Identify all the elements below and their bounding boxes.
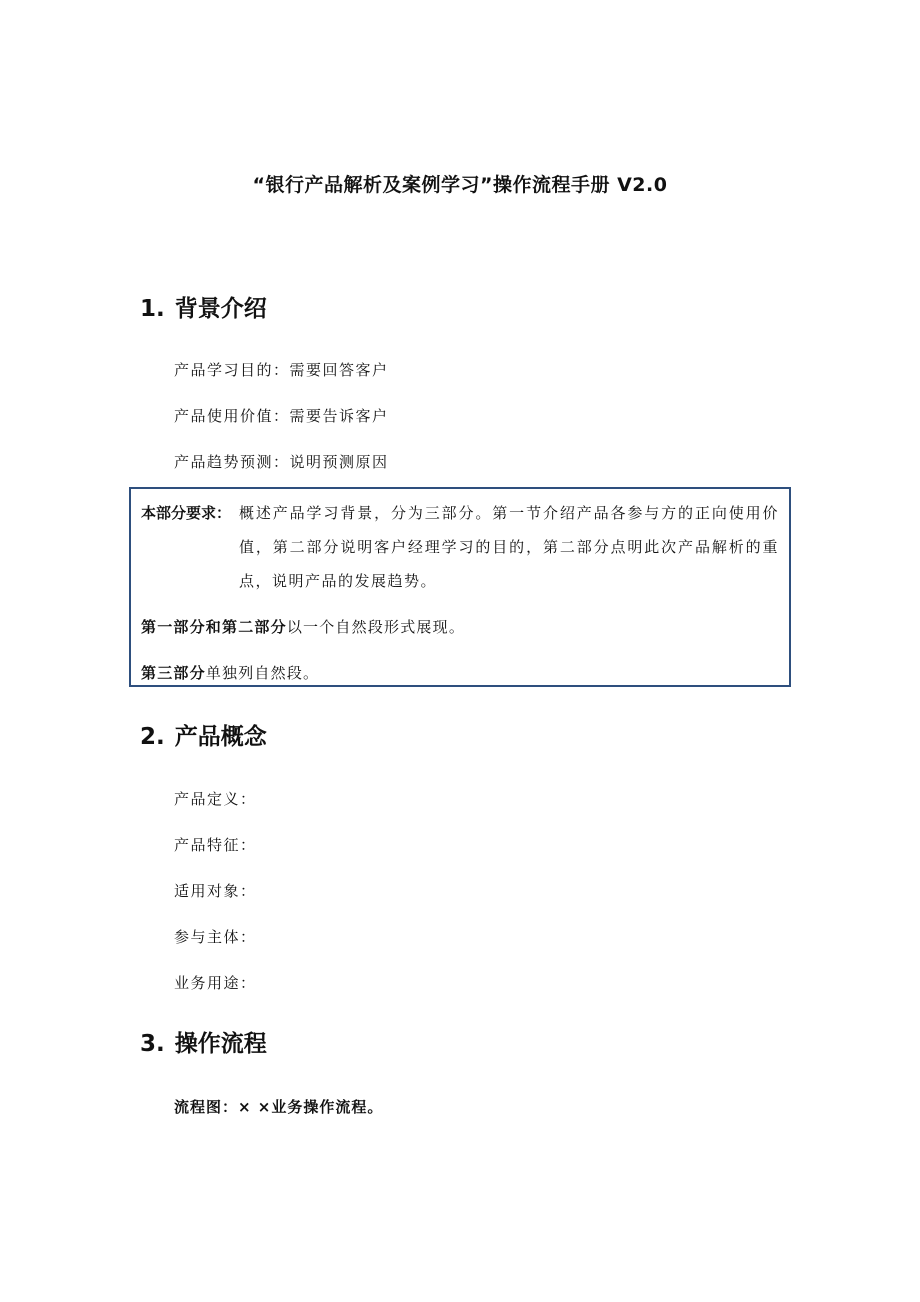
list-item: 产品使用价值：需要告诉客户: [174, 407, 389, 425]
section-number: 3.: [140, 1031, 165, 1057]
section-title: 背景介绍: [174, 296, 267, 322]
list-item: 产品学习目的：需要回答客户: [174, 361, 389, 379]
requirement-line-3: [141, 663, 319, 683]
list-item: 产品特征：: [174, 836, 257, 854]
flow-label: 流程图：: [174, 1098, 239, 1116]
list-item: 产品定义：: [174, 790, 257, 808]
section-number: 2.: [140, 724, 165, 750]
requirement-line-2: [141, 617, 465, 637]
requirement-label: 本部分要求：: [141, 504, 232, 522]
list-item: 适用对象：: [174, 882, 257, 900]
section-title: 产品概念: [174, 724, 267, 750]
requirement-line-3-bold: 第三部分: [141, 664, 206, 682]
section-1-heading: [140, 290, 267, 323]
section-title: 操作流程: [174, 1031, 267, 1057]
requirement-box: [129, 487, 791, 687]
requirement-line-2-rest: 以一个自然段形式展现。: [286, 618, 466, 636]
requirement-line-3-rest: 单独列自然段。: [205, 664, 320, 682]
flow-chart-line: [174, 1096, 383, 1117]
section-3-heading: [140, 1025, 267, 1058]
page-title: “银行产品解析及案例学习”操作流程手册 V2.0: [252, 174, 668, 196]
section-2-heading: [140, 718, 267, 751]
list-item: 业务用途：: [174, 974, 257, 992]
list-item: 参与主体：: [174, 928, 257, 946]
requirement-text: 概述产品学习背景，分为三部分。第一节介绍产品各参与方的正向使用价值，第二部分说明客户经理学习的目的，第二部分点明此次产品解析的重点，说明产品的发展趋势。: [239, 504, 779, 590]
list-item: 产品趋势预测：说明预测原因: [174, 453, 389, 471]
requirement-line-2-bold: 第一部分和第二部分: [141, 618, 287, 636]
flow-text: × ×业务操作流程。: [238, 1098, 384, 1116]
section-number: 1.: [140, 296, 165, 322]
